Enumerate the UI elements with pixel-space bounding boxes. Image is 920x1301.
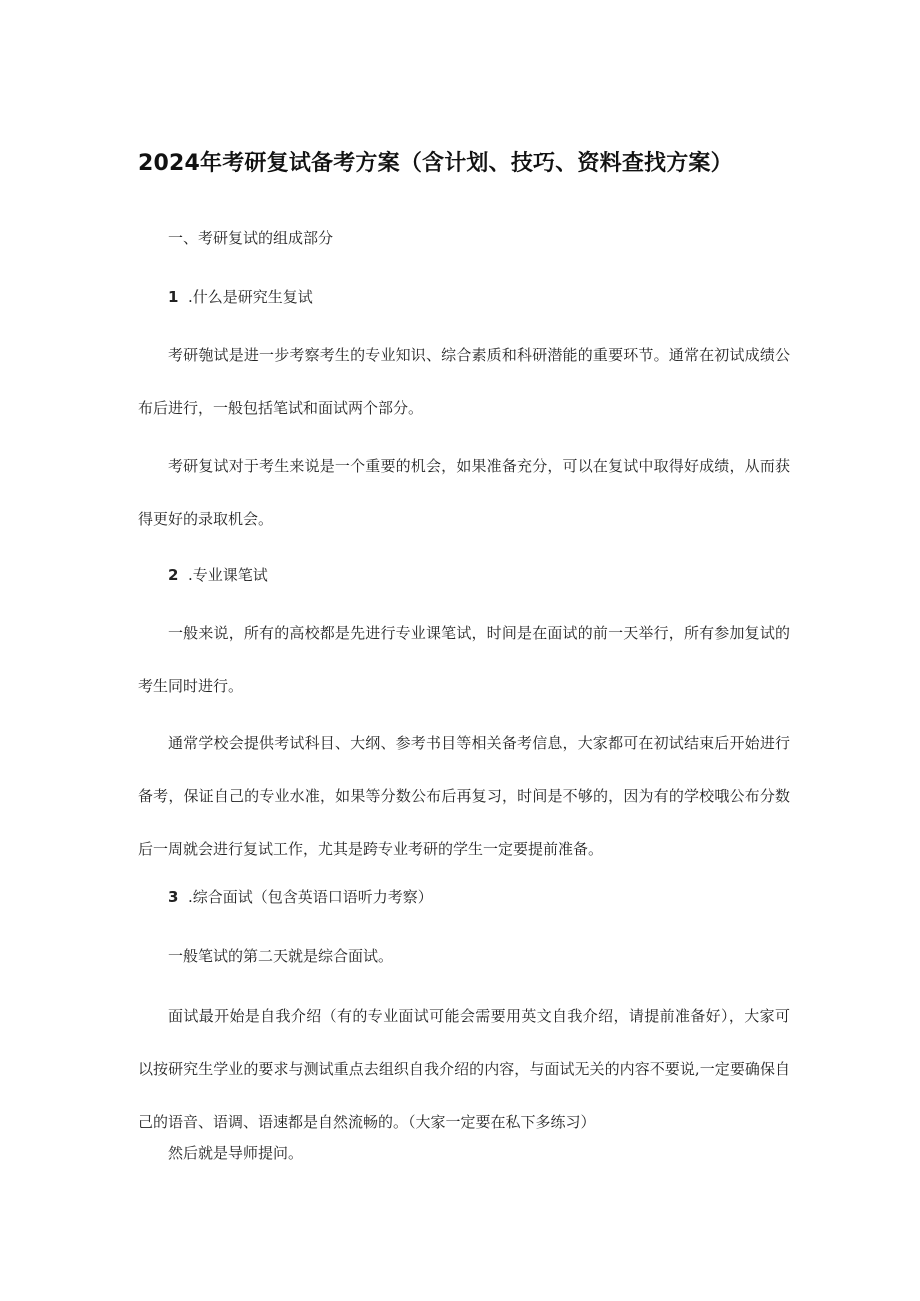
- paragraph-1: 考研匏试是进一步考察考生的专业知识、综合素质和科研潜能的重要环节。通常在初试成绩公布后进行，一般包括笔试和面试两个部分。: [138, 346, 790, 417]
- paragraph-6: 面试最开始是自我介绍（有的专业面试可能会需要用英文自我介绍，请提前准备好），大家可以按研究生学业的要求与测试重点去组织自我介绍的内容，与面试无关的内容不要说,一定要确保自己的语音、语调、语速都是自然流畅的。（大家一定要在私下多练习）: [138, 1007, 790, 1131]
- document-title: 2024年考研复试备考方案（含计划、技巧、资料查找方案）: [138, 151, 733, 176]
- paragraph-7: 然后就是导师提问。: [168, 1144, 304, 1162]
- paragraph-3: 一般来说，所有的高校都是先进行专业课笔试，时间是在面试的前一天举行，所有参加复试的考生同时进行。: [138, 624, 790, 695]
- subheading-2: [168, 564, 268, 585]
- paragraph-5: 一般笔试的第二天就是综合面试。: [168, 947, 394, 965]
- section-heading-1: 一、考研复试的组成部分: [168, 229, 334, 247]
- subheading-2-number: 2: [168, 566, 179, 584]
- paragraph-2: 考研复试对于考生来说是一个重要的机会，如果准备充分，可以在复试中取得好成绩，从而获得更好的录取机会。: [138, 457, 790, 528]
- subheading-3-text: .综合面试（包含英语口语听力考察）: [188, 888, 433, 906]
- subheading-2-text: .专业课笔试: [188, 566, 268, 584]
- subheading-3: [168, 886, 433, 907]
- subheading-1: [168, 286, 313, 307]
- subheading-3-number: 3: [168, 888, 179, 906]
- subheading-1-number: 1: [168, 288, 179, 306]
- paragraph-4: 通常学校会提供考试科目、大纲、参考书目等相关备考信息，大家都可在初试结束后开始进行备考，保证自己的专业水准，如果等分数公布后再复习，时间是不够的，因为有的学校哦公布分数后一周就会进行复试工作，尤其是跨专业考研的学生一定要提前准备。: [138, 734, 790, 858]
- subheading-1-text: .什么是研究生复试: [188, 288, 313, 306]
